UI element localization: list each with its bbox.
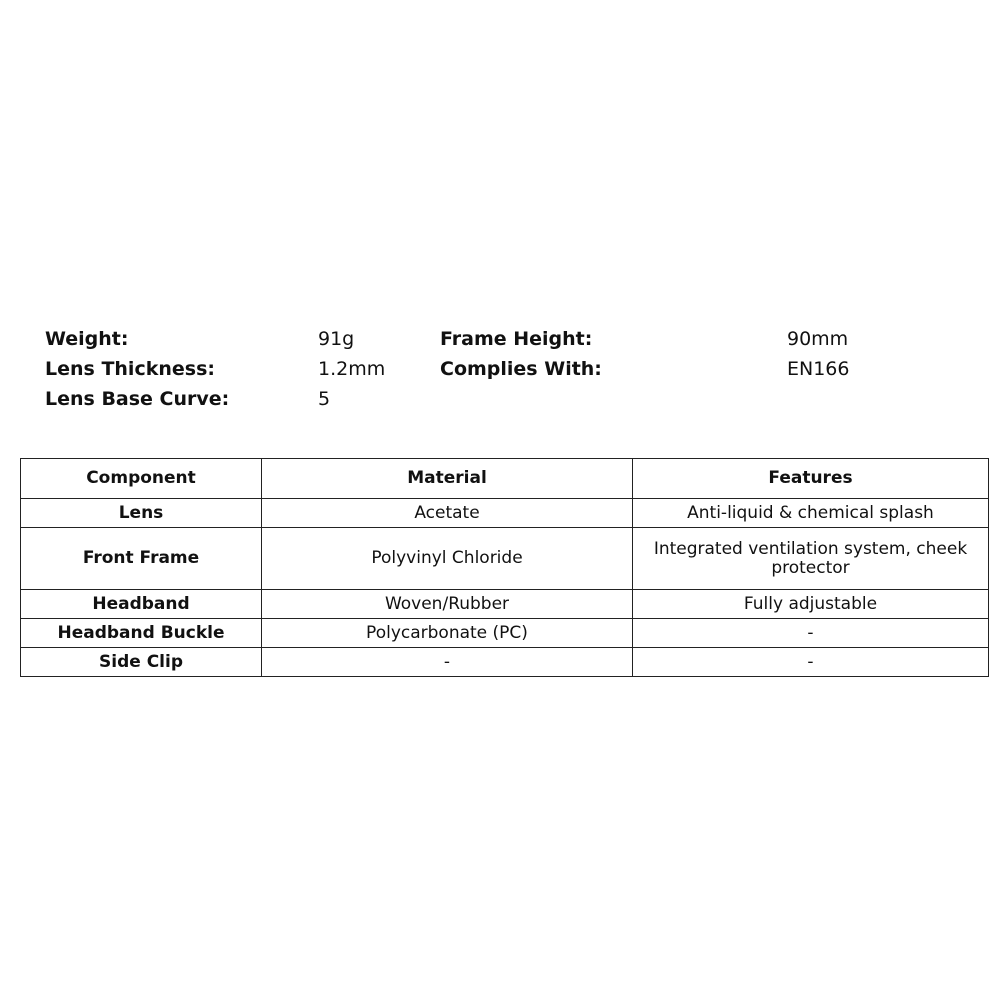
table-header-row (21, 459, 989, 499)
features-cell: - (633, 648, 989, 677)
frame-height-value: 90mm (787, 328, 849, 350)
material-cell: Woven/Rubber (262, 590, 633, 619)
column-header-component: Component (21, 459, 262, 499)
complies-with-label: Complies With: (440, 358, 602, 380)
material-cell: - (262, 648, 633, 677)
component-cell: Headband Buckle (21, 619, 262, 648)
lens-thickness-label: Lens Thickness: (45, 358, 215, 380)
material-cell: Polycarbonate (PC) (262, 619, 633, 648)
table-row (21, 619, 989, 648)
component-cell: Front Frame (21, 528, 262, 590)
lens-base-curve-label: Lens Base Curve: (45, 388, 230, 410)
component-cell: Lens (21, 499, 262, 528)
component-cell: Headband (21, 590, 262, 619)
specifications-summary (0, 0, 1000, 420)
column-header-material: Material (262, 459, 633, 499)
table-row (21, 499, 989, 528)
table-row (21, 590, 989, 619)
column-header-features: Features (633, 459, 989, 499)
component-table (20, 458, 989, 677)
table-row (21, 648, 989, 677)
features-cell: Integrated ventilation system, cheek protector (633, 528, 989, 590)
table-row (21, 528, 989, 590)
lens-base-curve-value: 5 (318, 388, 331, 410)
weight-value: 91g (318, 328, 355, 350)
frame-height-label: Frame Height: (440, 328, 593, 350)
material-cell: Acetate (262, 499, 633, 528)
lens-thickness-value: 1.2mm (318, 358, 386, 380)
weight-label: Weight: (45, 328, 129, 350)
material-cell: Polyvinyl Chloride (262, 528, 633, 590)
features-cell: Fully adjustable (633, 590, 989, 619)
features-cell: - (633, 619, 989, 648)
complies-with-value: EN166 (787, 358, 850, 380)
component-cell: Side Clip (21, 648, 262, 677)
features-cell: Anti-liquid & chemical splash (633, 499, 989, 528)
